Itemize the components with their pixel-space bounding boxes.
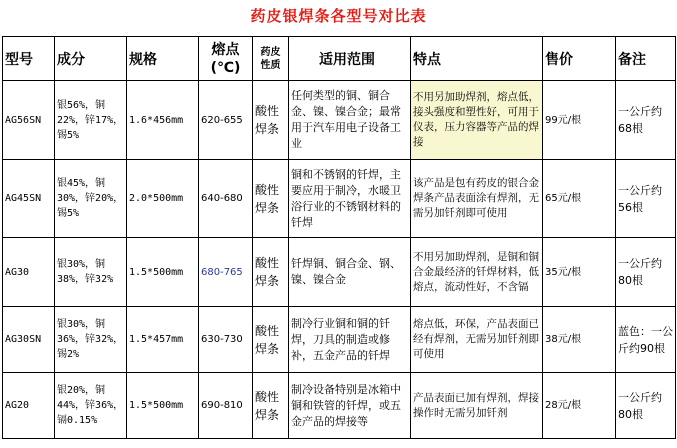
cell-model: AG30: [3, 238, 55, 307]
cell-application: 制冷设备特别是冰箱中铜和铁管的钎焊，或五金产品的焊接等: [289, 373, 411, 439]
table-row: [3, 373, 676, 439]
header-melting: [199, 37, 253, 81]
cell-application: 钎焊铜、铜合金、钢、镍、镍合金: [289, 238, 411, 307]
header-note: 备注: [616, 37, 676, 81]
cell-composition: 银45%，铜30%，锌20%，锡5%: [55, 160, 127, 238]
cell-model: AG45SN: [3, 160, 55, 238]
cell-features: 该产品是包有药皮的银合金焊条产品表面涂有焊剂，无需另加钎剂即可使用: [411, 160, 543, 238]
cell-composition: 银56%，铜22%，锌17%，锡5%: [55, 81, 127, 160]
header-spec: 规格: [127, 37, 199, 81]
cell-features: 不用另加助焊剂，熔点低，接头强度和塑性好，可用于仪表，压力容器等产品的焊接: [411, 81, 543, 160]
cell-application: 制冷行业铜和铜的钎焊，刀具的制造或修补，五金产品的钎焊: [289, 307, 411, 373]
header-electrode: [253, 37, 289, 81]
cell-electrode: 酸性焊条: [253, 373, 289, 439]
cell-melting: 640-680: [199, 160, 253, 238]
cell-composition: 银30%，铜38%，锌32%: [55, 238, 127, 307]
cell-electrode: 酸性焊条: [253, 160, 289, 238]
cell-spec: 2.0*500mm: [127, 160, 199, 238]
header-electrode-line1: 药皮: [260, 46, 281, 58]
table-row: [3, 160, 676, 238]
cell-spec: 1.5*500mm: [127, 238, 199, 307]
cell-features: 产品表面已加有焊剂，焊接操作时无需另加钎剂: [411, 373, 543, 439]
cell-composition: 银30%，铜36%，锌32%，锡2%: [55, 307, 127, 373]
cell-melting: 620-655: [199, 81, 253, 160]
table-row: [3, 307, 676, 373]
comparison-table: [2, 36, 676, 439]
cell-note: 一公斤约80根: [616, 238, 676, 307]
cell-melting: 690-810: [199, 373, 253, 439]
cell-spec: 1.6*456mm: [127, 81, 199, 160]
cell-application: 任何类型的铜、铜合金、镍、镍合金；最常用于汽车用电子设备工业: [289, 81, 411, 160]
cell-price: 35元/根: [543, 238, 616, 307]
cell-electrode: 酸性焊条: [253, 238, 289, 307]
cell-note: 一公斤约80根: [616, 373, 676, 439]
header-melting-line2: (℃): [210, 59, 241, 76]
cell-electrode: 酸性焊条: [253, 307, 289, 373]
cell-price: 65元/根: [543, 160, 616, 238]
cell-electrode: 酸性焊条: [253, 81, 289, 160]
cell-note: 蓝色：一公斤约90根: [616, 307, 676, 373]
cell-note: 一公斤约56根: [616, 160, 676, 238]
header-model: 型号: [3, 37, 55, 81]
cell-model: AG20: [3, 373, 55, 439]
cell-model: AG30SN: [3, 307, 55, 373]
cell-price: 38元/根: [543, 307, 616, 373]
header-features: 特点: [411, 37, 543, 81]
cell-price: 99元/根: [543, 81, 616, 160]
page-title: 药皮银焊条各型号对比表: [250, 7, 427, 25]
table-row: [3, 81, 676, 160]
header-melting-line1: 熔点: [211, 41, 240, 58]
header-composition: 成分: [55, 37, 127, 81]
cell-note: 一公斤约68根: [616, 81, 676, 160]
header-electrode-line2: 性质: [260, 59, 281, 71]
cell-price: 28元/根: [543, 373, 616, 439]
cell-features: 熔点低，环保，产品表面已经有焊剂，无需另加钎剂即可使用: [411, 307, 543, 373]
header-application: 适用范围: [289, 37, 411, 81]
cell-features: 不用另加助焊剂，是铜和铜合金最经济的钎焊材料，低熔点，流动性好，不含镉: [411, 238, 543, 307]
table-row: [3, 238, 676, 307]
cell-melting: 630-730: [199, 307, 253, 373]
header-row: [3, 37, 676, 81]
cell-spec: 1.5*500mm: [127, 373, 199, 439]
cell-melting: 680-765: [199, 238, 253, 307]
cell-spec: 1.5*457mm: [127, 307, 199, 373]
cell-model: AG56SN: [3, 81, 55, 160]
cell-composition: 银20%，铜44%，锌36%，镉0.15%: [55, 373, 127, 439]
cell-application: 铜和不锈钢的钎焊，主要应用于制冷，水暖卫浴行业的不锈钢材料的钎焊: [289, 160, 411, 238]
header-price: 售价: [543, 37, 616, 81]
